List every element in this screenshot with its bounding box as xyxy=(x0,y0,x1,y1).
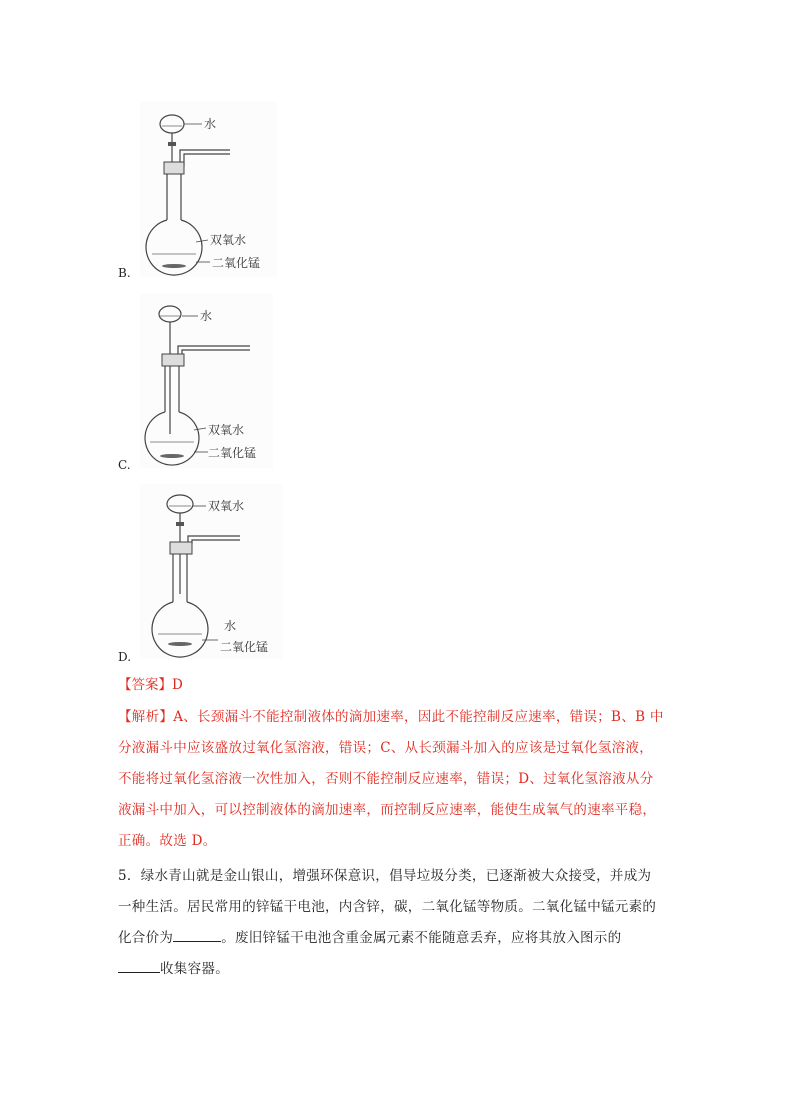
question-5-line-1: 5．绿水青山就是金山银山，增强环保意识，倡导垃圾分类，已逐渐被大众接受，并成为 xyxy=(118,868,652,884)
label-bottom: 二氧化锰 xyxy=(220,640,269,654)
option-letter-d: D. xyxy=(118,650,132,664)
question-5 xyxy=(118,861,678,985)
container-blank[interactable] xyxy=(118,958,160,973)
analysis-line-1: 【解析】A、长颈漏斗不能控制液体的滴加速率，因此不能控制反应速率，错误；B、B 中 xyxy=(118,709,664,725)
apparatus-figure-c xyxy=(140,294,273,468)
option-letter-c: C. xyxy=(118,458,131,472)
question-5-line-2: 一种生活。居民常用的锌锰干电池，内含锌，碳，二氧化锰等物质。二氧化锰中锰元素的 xyxy=(118,899,657,915)
valence-blank[interactable] xyxy=(173,927,221,942)
analysis-line-2: 分液漏斗中应该盛放过氧化氢溶液，错误；C、从长颈漏斗加入的应该是过氧化氢溶液， xyxy=(118,740,654,756)
answer-value: D xyxy=(172,677,183,693)
label-bottom: 二氧化锰 xyxy=(212,256,261,270)
question-5-line-4: 收集容器。 xyxy=(118,954,678,985)
option-letter-b: B. xyxy=(118,266,131,280)
label-bottom: 二氧化锰 xyxy=(208,446,257,460)
apparatus-diagram-d xyxy=(140,484,282,659)
label-mid: 双氧水 xyxy=(208,423,245,437)
apparatus-figure-b xyxy=(140,102,277,277)
label-top: 双氧水 xyxy=(208,499,245,513)
answer-line xyxy=(118,670,183,700)
apparatus-diagram-c xyxy=(140,294,273,468)
analysis-tag: 【解析】 xyxy=(118,709,174,725)
analysis-line-5: 正确。故选 D。 xyxy=(118,833,217,849)
apparatus-diagram-b xyxy=(140,102,277,277)
question-5-line-3: 化合价为 。废旧锌锰干电池含重金属元素不能随意丢弃，应将其放入图示的 xyxy=(118,923,678,954)
analysis-line-4: 液漏斗中加入，可以控制液体的滴加速率，而控制反应速率，能使生成氧气的速率平稳， xyxy=(118,802,657,818)
label-mid: 水 xyxy=(224,619,237,633)
label-top: 水 xyxy=(200,309,213,323)
label-top: 水 xyxy=(204,117,217,131)
analysis-block xyxy=(118,702,678,857)
apparatus-figure-d xyxy=(140,484,282,659)
analysis-line-3: 不能将过氧化氢溶液一次性加入，否则不能控制反应速率，错误；D、过氧化氢溶液从分 xyxy=(118,771,654,787)
label-mid: 双氧水 xyxy=(210,233,247,247)
answer-tag: 【答案】 xyxy=(118,677,172,693)
